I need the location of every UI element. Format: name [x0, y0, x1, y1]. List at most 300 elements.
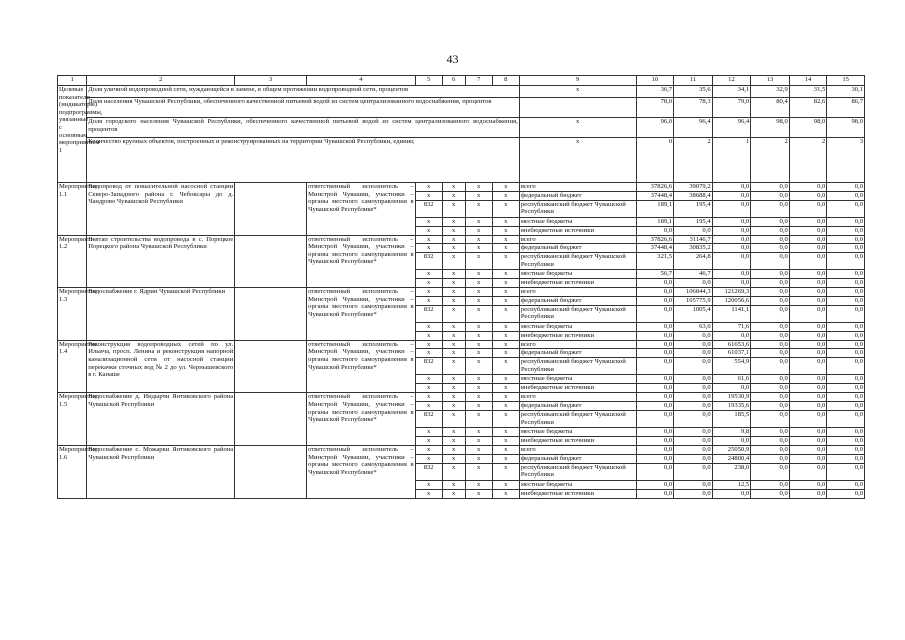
x-cell: x [415, 480, 442, 489]
funding-value: 0,0 [636, 226, 674, 235]
indicator-mark: x [519, 138, 636, 183]
funding-value: 71,6 [712, 322, 751, 331]
header-row [58, 76, 865, 86]
funding-value: 105775,9 [674, 296, 713, 305]
funding-value: 0,0 [712, 331, 751, 340]
funding-value: 0,0 [751, 244, 790, 253]
measure-row [58, 445, 865, 454]
funding-value: 9,8 [712, 427, 751, 436]
funding-value: 0,0 [751, 489, 790, 498]
funding-value: 1141,1 [712, 305, 751, 322]
funding-value: 0,0 [827, 445, 865, 454]
funding-value: 0,0 [636, 322, 674, 331]
funding-source: республиканский бюджет Чувашской Республики [519, 463, 636, 480]
indicator-row [58, 86, 865, 98]
x-cell: x [492, 331, 519, 340]
funding-source: республиканский бюджет Чувашской Республики [519, 358, 636, 375]
funding-source: внебюджетные источники [519, 279, 636, 288]
x-cell: x [415, 349, 442, 358]
funding-value: 0,0 [751, 253, 790, 270]
x-cell: x [465, 288, 492, 297]
x-cell: x [442, 375, 465, 384]
x-cell: x [442, 340, 465, 349]
funding-value: 0,0 [712, 200, 751, 217]
funding-value: 0,0 [789, 270, 827, 279]
funding-source: местные бюджеты [519, 322, 636, 331]
funding-value: 0,0 [712, 244, 751, 253]
indicator-value: 98,0 [789, 118, 827, 138]
header-cell: 11 [674, 76, 713, 86]
indicator-mark: x [519, 118, 636, 138]
indicator-value: 2 [789, 138, 827, 183]
funding-source: внебюджетные источники [519, 436, 636, 445]
funding-value: 0,0 [674, 384, 713, 393]
x-cell: x [492, 191, 519, 200]
funding-value: 0,0 [751, 393, 790, 402]
measure-blank [235, 393, 307, 446]
funding-value: 0,0 [751, 480, 790, 489]
funding-value: 0,0 [751, 436, 790, 445]
measure-executor: ответственный исполнитель – Минстрой Чувашии, участники – органы местного самоуправления в Чувашской Республике* [307, 393, 415, 446]
indicator-value: 98,0 [827, 118, 865, 138]
funding-value: 19335,6 [712, 401, 751, 410]
funding-value: 0,0 [827, 331, 865, 340]
x-cell: x [465, 235, 492, 244]
measure-title: Реконструкция водопроводных сетей по ул. Ильича, просп. Ленина и реконструкция напорной канализационной сети от насосной станции перекачки сточных вод № 2 до ул. Чернышевского в г. Канаше [87, 340, 235, 393]
funding-value: 0,0 [636, 445, 674, 454]
funding-source: федеральный бюджет [519, 349, 636, 358]
header-cell: 6 [442, 76, 465, 86]
x-cell: x [492, 454, 519, 463]
x-cell: x [442, 279, 465, 288]
funding-value: 61,6 [712, 375, 751, 384]
funding-value: 0,0 [751, 191, 790, 200]
funding-value: 56,7 [636, 270, 674, 279]
measure-name: Мероприятие 1.5 [58, 393, 87, 446]
x-cell: x [465, 393, 492, 402]
x-cell: x [465, 340, 492, 349]
funding-value: 0,0 [789, 445, 827, 454]
header-cell: 12 [712, 76, 751, 86]
funding-value: 0,0 [674, 463, 713, 480]
funding-value: 0,0 [751, 217, 790, 226]
funding-value: 0,0 [827, 384, 865, 393]
funding-value: 195,4 [674, 200, 713, 217]
program-table [57, 75, 865, 499]
x-cell: x [492, 279, 519, 288]
funding-value: 0,0 [751, 331, 790, 340]
x-cell: x [442, 183, 465, 192]
measure-row [58, 393, 865, 402]
measure-title: Водоснабжение д. Индырчи Янтиковского района Чувашской Республики [87, 393, 235, 446]
header-cell: 15 [827, 76, 865, 86]
x-cell: x [492, 463, 519, 480]
funding-value: 0,0 [789, 296, 827, 305]
x-cell: x [465, 463, 492, 480]
header-cell: 14 [789, 76, 827, 86]
funding-value: 0,0 [827, 226, 865, 235]
indicator-name: Доля городского населения Чувашской Республики, обеспеченного качественной питьевой водой из систем централизованного водоснабжения, процентов [87, 118, 520, 138]
measure-row [58, 183, 865, 192]
funding-value: 0,0 [674, 226, 713, 235]
funding-value: 0,0 [827, 253, 865, 270]
indicator-value: 78,3 [674, 98, 713, 118]
indicator-mark: x [519, 86, 636, 98]
funding-value: 0,0 [712, 253, 751, 270]
x-cell: x [492, 183, 519, 192]
funding-value: 195,4 [674, 217, 713, 226]
funding-value: 0,0 [827, 296, 865, 305]
x-cell: x [442, 384, 465, 393]
indicator-value: 80,4 [751, 98, 790, 118]
funding-value: 0,0 [636, 454, 674, 463]
x-cell: x [492, 288, 519, 297]
funding-value: 0,0 [789, 235, 827, 244]
header-cell: 7 [465, 76, 492, 86]
funding-value: 0,0 [789, 463, 827, 480]
x-cell: x [442, 200, 465, 217]
header-cell: 2 [87, 76, 235, 86]
indicator-value: 0 [636, 138, 674, 183]
funding-value: 0,0 [674, 401, 713, 410]
funding-source: внебюджетные источники [519, 384, 636, 393]
x-cell: x [492, 393, 519, 402]
funding-value: 0,0 [751, 183, 790, 192]
indicator-mark [519, 98, 636, 118]
x-cell: x [465, 217, 492, 226]
funding-value: 31146,7 [674, 235, 713, 244]
funding-value: 37448,4 [636, 244, 674, 253]
funding-value: 0,0 [674, 445, 713, 454]
indicator-value: 30,1 [827, 86, 865, 98]
measure-blank [235, 340, 307, 393]
indicator-value: 35,6 [674, 86, 713, 98]
funding-value: 0,0 [636, 358, 674, 375]
x-cell: x [415, 445, 442, 454]
x-cell: 832 [415, 253, 442, 270]
funding-value: 0,0 [827, 270, 865, 279]
indicator-value: 2 [751, 138, 790, 183]
measure-blank [235, 445, 307, 498]
x-cell: x [442, 393, 465, 402]
funding-value: 0,0 [827, 454, 865, 463]
funding-value: 264,8 [674, 253, 713, 270]
funding-value: 0,0 [827, 393, 865, 402]
funding-source: республиканский бюджет Чувашской Республики [519, 305, 636, 322]
funding-value: 39079,2 [674, 183, 713, 192]
x-cell: x [465, 253, 492, 270]
x-cell: x [465, 401, 492, 410]
funding-value: 0,0 [636, 410, 674, 427]
funding-value: 1005,4 [674, 305, 713, 322]
funding-value: 0,0 [636, 296, 674, 305]
header-cell: 10 [636, 76, 674, 86]
measure-name: Мероприятие 1.4 [58, 340, 87, 393]
x-cell: x [442, 235, 465, 244]
funding-value: 0,0 [789, 384, 827, 393]
funding-value: 0,0 [712, 183, 751, 192]
x-cell: x [415, 489, 442, 498]
x-cell: x [465, 183, 492, 192]
funding-value: 0,0 [751, 375, 790, 384]
indicator-value: 86,7 [827, 98, 865, 118]
funding-source: местные бюджеты [519, 427, 636, 436]
x-cell: x [415, 226, 442, 235]
measure-blank [235, 288, 307, 341]
indicator-value: 3 [827, 138, 865, 183]
measure-title: Водопровод от повысительной насосной станции Северо-Западного района г. Чебоксары до д. Чандрово Чувашской Республики [87, 183, 235, 236]
x-cell: x [492, 322, 519, 331]
x-cell: x [465, 384, 492, 393]
funding-source: всего [519, 288, 636, 297]
x-cell: x [442, 288, 465, 297]
funding-value: 0,0 [751, 463, 790, 480]
funding-value: 0,0 [636, 463, 674, 480]
funding-value: 0,0 [789, 358, 827, 375]
funding-value: 0,0 [789, 226, 827, 235]
funding-value: 0,0 [674, 393, 713, 402]
x-cell: x [442, 244, 465, 253]
x-cell: x [442, 331, 465, 340]
x-cell: x [492, 226, 519, 235]
header-cell: 9 [519, 76, 636, 86]
header-cell: 13 [751, 76, 790, 86]
x-cell: x [465, 445, 492, 454]
funding-value: 30835,2 [674, 244, 713, 253]
measure-name: Мероприятие 1.6 [58, 445, 87, 498]
indicator-row [58, 118, 865, 138]
funding-value: 0,0 [789, 349, 827, 358]
measure-executor: ответственный исполнитель – Минстрой Чувашии, участники – органы местного самоуправления в Чувашской Республике* [307, 288, 415, 341]
x-cell: x [492, 253, 519, 270]
funding-value: 0,0 [636, 480, 674, 489]
table-body [58, 76, 865, 499]
indicator-value: 79,0 [712, 98, 751, 118]
x-cell: x [465, 331, 492, 340]
x-cell: x [465, 489, 492, 498]
funding-source: федеральный бюджет [519, 401, 636, 410]
funding-value: 0,0 [751, 358, 790, 375]
indicator-value: 36,7 [636, 86, 674, 98]
funding-source: всего [519, 235, 636, 244]
x-cell: x [442, 463, 465, 480]
x-cell: x [415, 384, 442, 393]
funding-value: 0,0 [636, 349, 674, 358]
indicator-value: 82,6 [789, 98, 827, 118]
header-cell: 5 [415, 76, 442, 86]
funding-value: 0,0 [827, 235, 865, 244]
x-cell: x [465, 322, 492, 331]
x-cell: x [415, 288, 442, 297]
funding-value: 0,0 [751, 279, 790, 288]
funding-value: 0,0 [674, 410, 713, 427]
funding-value: 0,0 [674, 358, 713, 375]
measure-executor: ответственный исполнитель – Минстрой Чувашии, участники – органы местного самоуправления в Чувашской Республике* [307, 445, 415, 498]
funding-source: всего [519, 340, 636, 349]
funding-value: 0,0 [751, 349, 790, 358]
funding-source: внебюджетные источники [519, 489, 636, 498]
funding-value: 0,0 [789, 253, 827, 270]
funding-source: республиканский бюджет Чувашской Республики [519, 200, 636, 217]
funding-source: местные бюджеты [519, 217, 636, 226]
funding-value: 0,0 [751, 322, 790, 331]
funding-value: 0,0 [712, 384, 751, 393]
funding-value: 0,0 [674, 480, 713, 489]
funding-value: 0,0 [751, 340, 790, 349]
x-cell: x [442, 436, 465, 445]
x-cell: x [442, 410, 465, 427]
funding-value: 0,0 [674, 349, 713, 358]
funding-value: 24800,4 [712, 454, 751, 463]
funding-value: 0,0 [789, 340, 827, 349]
funding-value: 0,0 [712, 489, 751, 498]
x-cell: x [465, 358, 492, 375]
x-cell: x [492, 427, 519, 436]
x-cell: x [415, 183, 442, 192]
x-cell: x [492, 305, 519, 322]
funding-value: 189,1 [636, 217, 674, 226]
funding-value: 0,0 [827, 401, 865, 410]
funding-value: 0,0 [789, 217, 827, 226]
measure-row [58, 340, 865, 349]
x-cell: x [465, 436, 492, 445]
measure-blank [235, 235, 307, 288]
funding-value: 321,5 [636, 253, 674, 270]
funding-source: республиканский бюджет Чувашской Республики [519, 410, 636, 427]
funding-value: 0,0 [674, 375, 713, 384]
funding-source: местные бюджеты [519, 270, 636, 279]
x-cell: x [442, 401, 465, 410]
funding-value: 0,0 [789, 436, 827, 445]
funding-value: 0,0 [789, 401, 827, 410]
funding-value: 0,0 [751, 454, 790, 463]
x-cell: x [415, 191, 442, 200]
x-cell: x [415, 279, 442, 288]
funding-value: 0,0 [827, 322, 865, 331]
funding-value: 0,0 [751, 226, 790, 235]
funding-value: 0,0 [712, 226, 751, 235]
x-cell: x [465, 349, 492, 358]
funding-value: 0,0 [827, 463, 865, 480]
x-cell: x [492, 410, 519, 427]
x-cell: x [492, 358, 519, 375]
measure-title: Водоснабжение г. Ядрин Чувашской Республики [87, 288, 235, 341]
x-cell: x [415, 436, 442, 445]
funding-value: 0,0 [712, 217, 751, 226]
funding-value: 0,0 [751, 410, 790, 427]
funding-value: 238,0 [712, 463, 751, 480]
funding-value: 554,9 [712, 358, 751, 375]
funding-value: 0,0 [751, 296, 790, 305]
funding-value: 61653,6 [712, 340, 751, 349]
funding-value: 0,0 [674, 279, 713, 288]
x-cell: x [442, 480, 465, 489]
page-number: 43 [446, 52, 459, 66]
funding-value: 0,0 [789, 183, 827, 192]
funding-value: 0,0 [674, 340, 713, 349]
funding-value: 0,0 [827, 375, 865, 384]
funding-value: 19530,9 [712, 393, 751, 402]
funding-value: 0,0 [636, 384, 674, 393]
x-cell: x [492, 349, 519, 358]
x-cell: x [465, 244, 492, 253]
measure-executor: ответственный исполнитель – Минстрой Чувашии, участники – органы местного самоуправления в Чувашской Республике* [307, 340, 415, 393]
funding-value: 0,0 [827, 480, 865, 489]
x-cell: x [442, 358, 465, 375]
x-cell: x [492, 296, 519, 305]
x-cell: x [492, 340, 519, 349]
measure-name: Мероприятие 1.3 [58, 288, 87, 341]
funding-value: 0,0 [827, 489, 865, 498]
funding-value: 0,0 [674, 489, 713, 498]
funding-value: 0,0 [674, 454, 713, 463]
funding-value: 0,0 [827, 427, 865, 436]
funding-value: 0,0 [751, 200, 790, 217]
funding-value: 0,0 [712, 279, 751, 288]
funding-value: 0,0 [789, 305, 827, 322]
funding-value: 46,7 [674, 270, 713, 279]
measure-executor: ответственный исполнитель – Минстрой Чувашии, участники – органы местного самоуправления в Чувашской Республике* [307, 235, 415, 288]
x-cell: x [492, 235, 519, 244]
funding-value: 0,0 [636, 436, 674, 445]
funding-source: федеральный бюджет [519, 191, 636, 200]
x-cell: x [442, 427, 465, 436]
header-cell: 3 [235, 76, 307, 86]
funding-value: 37826,6 [636, 235, 674, 244]
funding-value: 0,0 [789, 331, 827, 340]
x-cell: x [465, 191, 492, 200]
x-cell: x [492, 436, 519, 445]
funding-value: 0,0 [827, 200, 865, 217]
funding-value: 12,5 [712, 480, 751, 489]
x-cell: 832 [415, 305, 442, 322]
x-cell: x [415, 401, 442, 410]
funding-value: 0,0 [751, 384, 790, 393]
funding-source: всего [519, 393, 636, 402]
x-cell: x [415, 217, 442, 226]
funding-value: 0,0 [751, 288, 790, 297]
funding-value: 0,0 [636, 288, 674, 297]
indicator-value: 1 [712, 138, 751, 183]
x-cell: 832 [415, 410, 442, 427]
x-cell: x [415, 393, 442, 402]
funding-value: 0,0 [789, 454, 827, 463]
funding-value: 0,0 [789, 427, 827, 436]
funding-value: 0,0 [827, 183, 865, 192]
funding-value: 37448,4 [636, 191, 674, 200]
indicator-value: 32,9 [751, 86, 790, 98]
x-cell: 832 [415, 358, 442, 375]
funding-value: 185,5 [712, 410, 751, 427]
funding-source: всего [519, 445, 636, 454]
measure-name: Мероприятие 1.2 [58, 235, 87, 288]
measure-executor: ответственный исполнитель – Минстрой Чувашии, участники – органы местного самоуправления в Чувашской Республике* [307, 183, 415, 236]
header-cell: 4 [307, 76, 415, 86]
x-cell: x [492, 445, 519, 454]
indicator-name: Доля населения Чувашской Республики, обеспеченного качественной питьевой водой из систем централизованного водоснабжения, процентов [87, 98, 520, 118]
funding-value: 121269,3 [712, 288, 751, 297]
measure-name: Мероприятие 1.1 [58, 183, 87, 236]
funding-source: федеральный бюджет [519, 454, 636, 463]
x-cell: x [492, 489, 519, 498]
indicator-row [58, 98, 865, 118]
funding-value: 189,1 [636, 200, 674, 217]
funding-value: 0,0 [751, 270, 790, 279]
funding-value: 0,0 [789, 191, 827, 200]
funding-value: 0,0 [751, 445, 790, 454]
funding-value: 0,0 [636, 427, 674, 436]
funding-value: 0,0 [712, 235, 751, 244]
